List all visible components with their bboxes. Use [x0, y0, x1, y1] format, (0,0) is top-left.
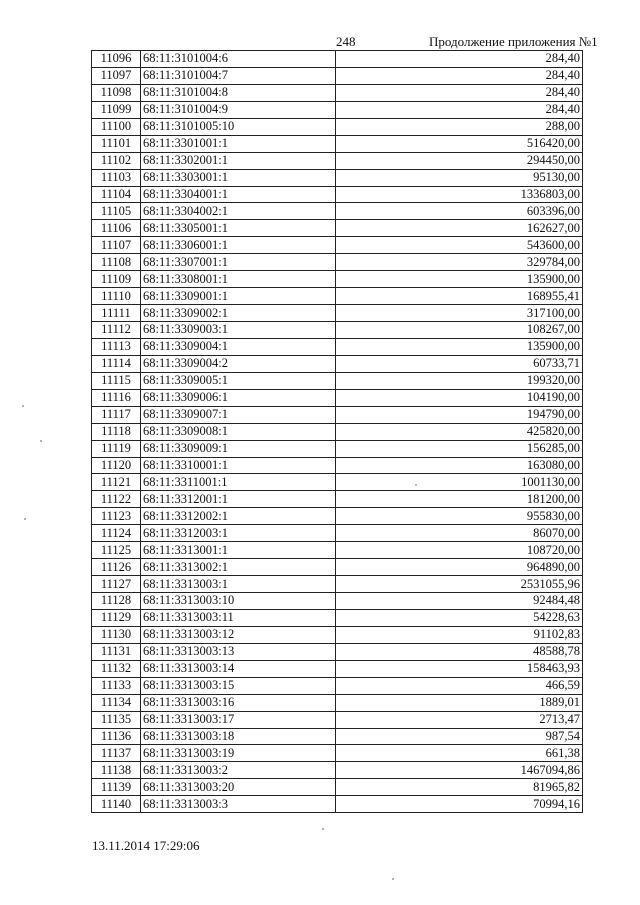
- cadastral-number: 68:11:3309002:1: [141, 305, 336, 322]
- table-row: [92, 372, 583, 389]
- cadastral-number: 68:11:3309004:2: [141, 355, 336, 372]
- cadastral-value: 135900,00: [336, 271, 583, 288]
- cadastral-number: 68:11:3101005:10: [141, 118, 336, 135]
- row-number: 11118: [92, 423, 141, 440]
- table-row: [92, 728, 583, 745]
- continuation-title: Продолжение приложения №1: [429, 34, 598, 49]
- cadastral-value: 516420,00: [336, 135, 583, 152]
- table-row: [92, 779, 583, 796]
- cadastral-table: [91, 50, 583, 813]
- row-number: 11107: [92, 237, 141, 254]
- cadastral-number: 68:11:3313001:1: [141, 542, 336, 559]
- cadastral-number: 68:11:3304002:1: [141, 203, 336, 220]
- scan-speck: [415, 484, 417, 486]
- cadastral-number: 68:11:3313003:16: [141, 694, 336, 711]
- table-row: [92, 288, 583, 305]
- table-row: [92, 237, 583, 254]
- row-number: 11117: [92, 406, 141, 423]
- cadastral-number: 68:11:3313003:1: [141, 576, 336, 593]
- table-row: [92, 576, 583, 593]
- cadastral-number: 68:11:3313003:11: [141, 609, 336, 626]
- cadastral-value: 91102,83: [336, 626, 583, 643]
- row-number: 11136: [92, 728, 141, 745]
- footer-datetime: 13.11.2014 17:29:06: [92, 838, 200, 853]
- cadastral-value: 1336803,00: [336, 186, 583, 203]
- row-number: 11121: [92, 474, 141, 491]
- table-row: [92, 203, 583, 220]
- cadastral-number: 68:11:3313003:14: [141, 660, 336, 677]
- cadastral-value: 2531055,96: [336, 576, 583, 593]
- cadastral-number: 68:11:3309006:1: [141, 389, 336, 406]
- cadastral-value: 168955,41: [336, 288, 583, 305]
- cadastral-value: 54228,63: [336, 609, 583, 626]
- row-number: 11122: [92, 491, 141, 508]
- table-row: [92, 322, 583, 339]
- cadastral-number: 68:11:3301001:1: [141, 135, 336, 152]
- cadastral-value: 294450,00: [336, 152, 583, 169]
- cadastral-number: 68:11:3306001:1: [141, 237, 336, 254]
- table-row: [92, 796, 583, 813]
- cadastral-value: 104190,00: [336, 389, 583, 406]
- table-row: [92, 101, 583, 118]
- cadastral-number: 68:11:3313003:13: [141, 643, 336, 660]
- table-body: [92, 51, 583, 813]
- cadastral-value: 108720,00: [336, 542, 583, 559]
- row-number: 11101: [92, 135, 141, 152]
- table-row: [92, 406, 583, 423]
- cadastral-value: 466,59: [336, 677, 583, 694]
- cadastral-value: 987,54: [336, 728, 583, 745]
- row-number: 11098: [92, 84, 141, 101]
- cadastral-value: 162627,00: [336, 220, 583, 237]
- row-number: 11140: [92, 796, 141, 813]
- cadastral-value: 1467094,86: [336, 762, 583, 779]
- table-row: [92, 338, 583, 355]
- cadastral-value: 70994,16: [336, 796, 583, 813]
- table-row: [92, 118, 583, 135]
- cadastral-value: 48588,78: [336, 643, 583, 660]
- cadastral-number: 68:11:3313003:2: [141, 762, 336, 779]
- cadastral-number: 68:11:3308001:1: [141, 271, 336, 288]
- scan-speck: [322, 828, 324, 830]
- table-row: [92, 254, 583, 271]
- cadastral-number: 68:11:3313003:12: [141, 626, 336, 643]
- row-number: 11104: [92, 186, 141, 203]
- row-number: 11108: [92, 254, 141, 271]
- cadastral-number: 68:11:3101004:7: [141, 67, 336, 84]
- row-number: 11127: [92, 576, 141, 593]
- row-number: 11100: [92, 118, 141, 135]
- cadastral-value: 425820,00: [336, 423, 583, 440]
- table-row: [92, 694, 583, 711]
- table-row: [92, 440, 583, 457]
- cadastral-number: 68:11:3313003:18: [141, 728, 336, 745]
- row-number: 11135: [92, 711, 141, 728]
- cadastral-value: 135900,00: [336, 338, 583, 355]
- row-number: 11102: [92, 152, 141, 169]
- scan-speck: [40, 440, 42, 442]
- table-row: [92, 491, 583, 508]
- row-number: 11109: [92, 271, 141, 288]
- table-row: [92, 220, 583, 237]
- cadastral-value: 284,40: [336, 84, 583, 101]
- cadastral-value: 95130,00: [336, 169, 583, 186]
- row-number: 11123: [92, 508, 141, 525]
- row-number: 11137: [92, 745, 141, 762]
- table-row: [92, 762, 583, 779]
- cadastral-value: 194790,00: [336, 406, 583, 423]
- cadastral-number: 68:11:3303001:1: [141, 169, 336, 186]
- cadastral-value: 955830,00: [336, 508, 583, 525]
- cadastral-value: 964890,00: [336, 559, 583, 576]
- cadastral-number: 68:11:3312001:1: [141, 491, 336, 508]
- cadastral-number: 68:11:3302001:1: [141, 152, 336, 169]
- cadastral-value: 1889,01: [336, 694, 583, 711]
- cadastral-value: 661,38: [336, 745, 583, 762]
- cadastral-value: 543600,00: [336, 237, 583, 254]
- cadastral-number: 68:11:3309001:1: [141, 288, 336, 305]
- cadastral-number: 68:11:3309007:1: [141, 406, 336, 423]
- row-number: 11113: [92, 338, 141, 355]
- row-number: 11124: [92, 525, 141, 542]
- cadastral-number: 68:11:3313003:15: [141, 677, 336, 694]
- table-row: [92, 305, 583, 322]
- cadastral-value: 199320,00: [336, 372, 583, 389]
- table-row: [92, 626, 583, 643]
- row-number: 11115: [92, 372, 141, 389]
- table-row: [92, 51, 583, 68]
- cadastral-number: 68:11:3312003:1: [141, 525, 336, 542]
- table-row: [92, 457, 583, 474]
- table-row: [92, 745, 583, 762]
- scan-speck: [22, 405, 24, 407]
- row-number: 11131: [92, 643, 141, 660]
- cadastral-value: 284,40: [336, 51, 583, 68]
- table-row: [92, 67, 583, 84]
- cadastral-value: 1001130,00: [336, 474, 583, 491]
- cadastral-number: 68:11:3304001:1: [141, 186, 336, 203]
- scan-speck: [392, 878, 394, 880]
- row-number: 11126: [92, 559, 141, 576]
- cadastral-number: 68:11:3309003:1: [141, 322, 336, 339]
- cadastral-number: 68:11:3307001:1: [141, 254, 336, 271]
- cadastral-value: 181200,00: [336, 491, 583, 508]
- cadastral-value: 156285,00: [336, 440, 583, 457]
- scan-speck: [24, 518, 26, 520]
- row-number: 11112: [92, 322, 141, 339]
- cadastral-value: 108267,00: [336, 322, 583, 339]
- table-row: [92, 84, 583, 101]
- row-number: 11125: [92, 542, 141, 559]
- cadastral-value: 317100,00: [336, 305, 583, 322]
- table-row: [92, 525, 583, 542]
- table-row: [92, 609, 583, 626]
- cadastral-number: 68:11:3309005:1: [141, 372, 336, 389]
- cadastral-number: 68:11:3309004:1: [141, 338, 336, 355]
- row-number: 11130: [92, 626, 141, 643]
- row-number: 11120: [92, 457, 141, 474]
- cadastral-number: 68:11:3313002:1: [141, 559, 336, 576]
- cadastral-number: 68:11:3309008:1: [141, 423, 336, 440]
- table-row: [92, 711, 583, 728]
- row-number: 11129: [92, 609, 141, 626]
- table-row: [92, 677, 583, 694]
- cadastral-number: 68:11:3312002:1: [141, 508, 336, 525]
- cadastral-value: 2713,47: [336, 711, 583, 728]
- table-row: [92, 135, 583, 152]
- cadastral-value: 288,00: [336, 118, 583, 135]
- row-number: 11132: [92, 660, 141, 677]
- cadastral-value: 163080,00: [336, 457, 583, 474]
- table-row: [92, 643, 583, 660]
- row-number: 11139: [92, 779, 141, 796]
- cadastral-value: 603396,00: [336, 203, 583, 220]
- cadastral-number: 68:11:3305001:1: [141, 220, 336, 237]
- cadastral-number: 68:11:3101004:9: [141, 101, 336, 118]
- row-number: 11111: [92, 305, 141, 322]
- cadastral-value: 92484,48: [336, 593, 583, 610]
- row-number: 11138: [92, 762, 141, 779]
- table-row: [92, 508, 583, 525]
- cadastral-value: 284,40: [336, 101, 583, 118]
- row-number: 11114: [92, 355, 141, 372]
- table-row: [92, 152, 583, 169]
- row-number: 11128: [92, 593, 141, 610]
- cadastral-number: 68:11:3311001:1: [141, 474, 336, 491]
- cadastral-value: 329784,00: [336, 254, 583, 271]
- row-number: 11097: [92, 67, 141, 84]
- table-row: [92, 423, 583, 440]
- row-number: 11096: [92, 51, 141, 68]
- table-row: [92, 389, 583, 406]
- table-row: [92, 186, 583, 203]
- row-number: 11103: [92, 169, 141, 186]
- cadastral-number: 68:11:3313003:10: [141, 593, 336, 610]
- cadastral-value: 158463,93: [336, 660, 583, 677]
- table-row: [92, 169, 583, 186]
- row-number: 11110: [92, 288, 141, 305]
- cadastral-value: 86070,00: [336, 525, 583, 542]
- row-number: 11119: [92, 440, 141, 457]
- table-row: [92, 355, 583, 372]
- table-row: [92, 474, 583, 491]
- cadastral-number: 68:11:3313003:17: [141, 711, 336, 728]
- row-number: 11105: [92, 203, 141, 220]
- cadastral-value: 81965,82: [336, 779, 583, 796]
- row-number: 11134: [92, 694, 141, 711]
- cadastral-number: 68:11:3313003:20: [141, 779, 336, 796]
- row-number: 11106: [92, 220, 141, 237]
- table-row: [92, 593, 583, 610]
- page-number: 248: [336, 34, 356, 49]
- cadastral-number: 68:11:3313003:3: [141, 796, 336, 813]
- table-row: [92, 559, 583, 576]
- table-row: [92, 271, 583, 288]
- row-number: 11099: [92, 101, 141, 118]
- cadastral-number: 68:11:3313003:19: [141, 745, 336, 762]
- cadastral-value: 60733,71: [336, 355, 583, 372]
- cadastral-number: 68:11:3101004:8: [141, 84, 336, 101]
- cadastral-value: 284,40: [336, 67, 583, 84]
- row-number: 11116: [92, 389, 141, 406]
- row-number: 11133: [92, 677, 141, 694]
- table-row: [92, 660, 583, 677]
- cadastral-number: 68:11:3309009:1: [141, 440, 336, 457]
- table-row: [92, 542, 583, 559]
- cadastral-number: 68:11:3310001:1: [141, 457, 336, 474]
- cadastral-number: 68:11:3101004:6: [141, 51, 336, 68]
